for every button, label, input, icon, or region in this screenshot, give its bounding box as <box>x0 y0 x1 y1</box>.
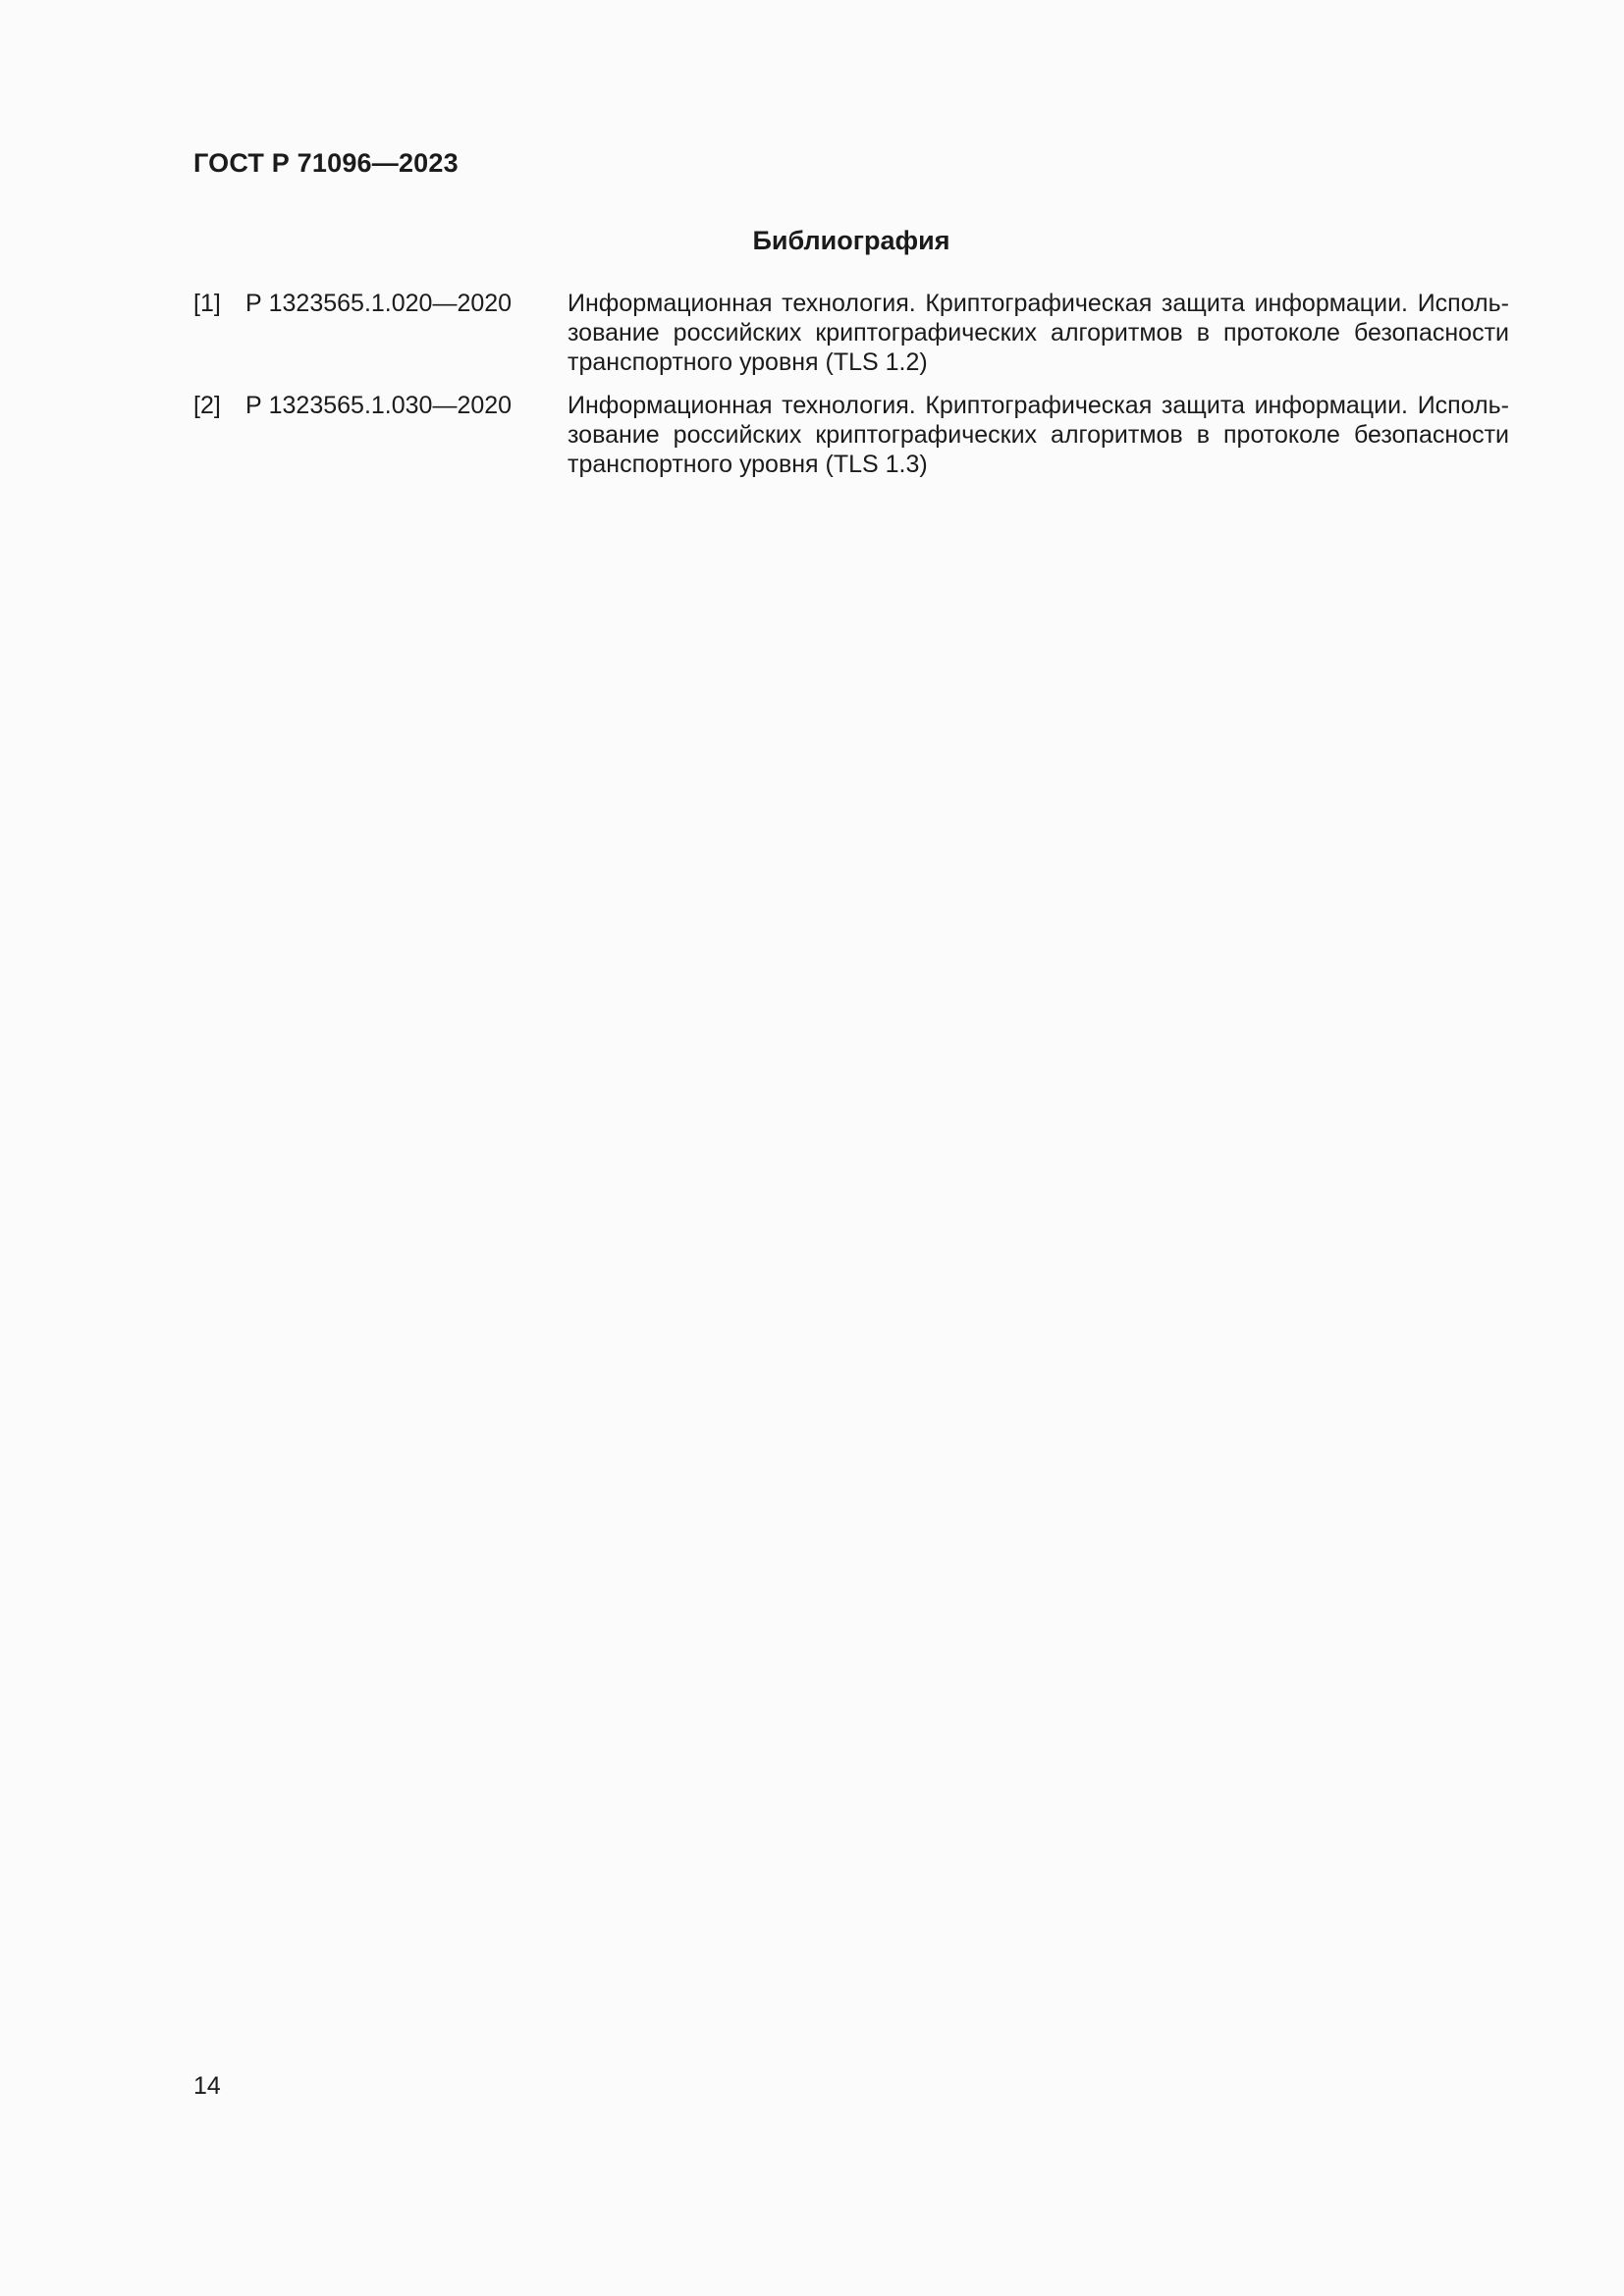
page-number: 14 <box>193 2072 221 2100</box>
bibliography-entry-title: Информационная технология. Криптографическая защита информации. Использование российских криптографических алгоритмов в протоколе безопасности транспортного уровня (TLS 1.3) <box>568 392 1509 478</box>
bibliography-entry-number: [2] <box>193 392 221 419</box>
bibliography-entry <box>193 289 1509 377</box>
bibliography-entry-number: [1] <box>193 290 221 317</box>
bibliography-entry-title: Информационная технология. Криптографическая защита информации. Использование российских криптографических алгоритмов в протоколе безопасности транспортного уровня (TLS 1.2) <box>568 290 1509 376</box>
bibliography-entry-code: Р 1323565.1.030—2020 <box>245 392 513 419</box>
bibliography-entry-code: Р 1323565.1.020—2020 <box>245 290 513 317</box>
document-header: ГОСТ Р 71096—2023 <box>193 148 459 178</box>
bibliography-list <box>193 289 1509 493</box>
bibliography-entry <box>193 391 1509 479</box>
section-title: Библиография <box>752 226 950 255</box>
